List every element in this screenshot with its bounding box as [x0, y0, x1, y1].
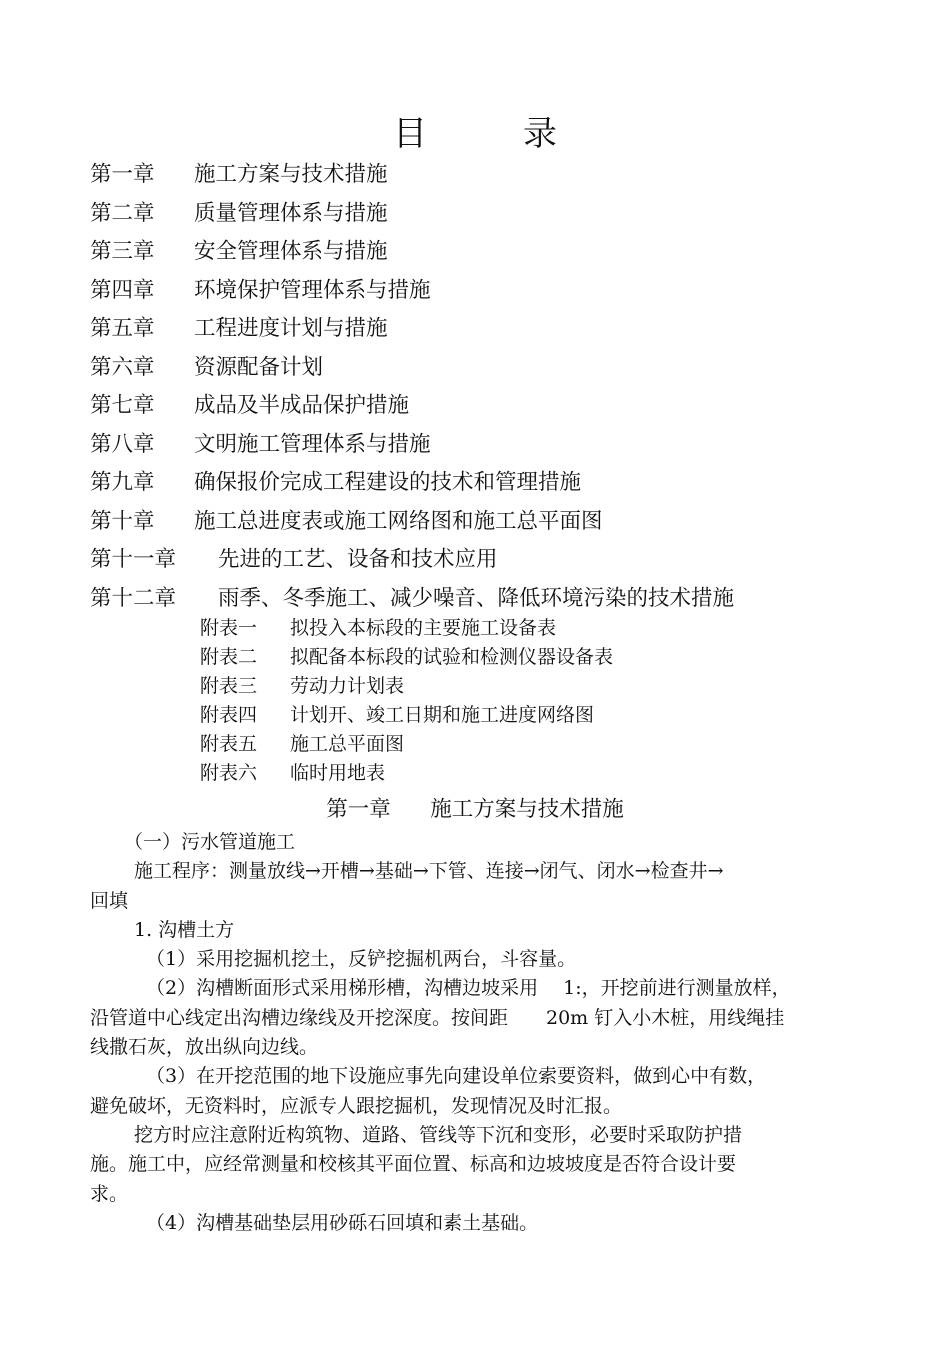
appendix-label: 附表四: [200, 704, 258, 726]
toc-chapter-title: 文明施工管理体系与措施: [194, 431, 431, 457]
toc-chapter-number: 第五章: [90, 316, 155, 341]
appendix-entry: [200, 672, 850, 701]
appendix-title: 劳动力计划表: [290, 675, 405, 697]
toc-chapter-title: 确保报价完成工程建设的技术和管理措施: [194, 470, 582, 495]
appendix-label: 附表五: [200, 733, 258, 755]
toc-chapter-title: 成品及半成品保护措施: [194, 393, 410, 418]
table-of-contents: [90, 156, 890, 618]
paragraph-line: （2）沟槽断面形式采用梯形槽，沟槽边坡采用 1:，开挖前进行测量放样，: [146, 977, 791, 1000]
toc-chapter-title: 环境保护管理体系与措施: [194, 277, 431, 303]
toc-chapter-number: 第九章: [90, 470, 155, 495]
paragraph-line: 施。施工中，应经常测量和校核其平面位置、标高和边坡坡度是否符合设计要: [90, 1153, 737, 1176]
toc-entry: [90, 156, 890, 195]
toc-entry: [90, 349, 890, 388]
toc-entry: [90, 464, 890, 503]
appendix-title: 临时用地表: [290, 762, 386, 784]
chapter-body: [90, 828, 860, 1238]
appendix-title: 拟投入本标段的主要施工设备表: [290, 617, 557, 639]
toc-chapter-title: 质量管理体系与措施: [194, 200, 388, 226]
appendix-label: 附表三: [200, 675, 258, 697]
toc-chapter-title: 资源配备计划: [194, 354, 324, 380]
appendix-entry: [200, 701, 850, 730]
toc-entry: [90, 541, 890, 580]
chapter-heading: [0, 794, 950, 826]
chapter-number: 第一章: [326, 797, 391, 822]
toc-title: [0, 112, 950, 156]
toc-entry: [90, 503, 890, 542]
paragraph-line: 施工程序：测量放线→开槽→基础→下管、连接→闭气、闭水→检查井→: [134, 860, 724, 883]
toc-chapter-title: 先进的工艺、设备和技术应用: [218, 547, 498, 572]
appendix-label: 附表一: [200, 617, 258, 639]
toc-chapter-number: 第十章: [90, 508, 155, 534]
paragraph-line: （3）在开挖范围的地下设施应事先向建设单位索要资料，做到心中有数，: [146, 1065, 767, 1088]
toc-chapter-number: 第十二章: [90, 585, 177, 611]
toc-entry: [90, 195, 890, 234]
appendix-title: 拟配备本标段的试验和检测仪器设备表: [290, 646, 614, 668]
toc-chapter-title: 工程进度计划与措施: [194, 316, 388, 341]
paragraph-line: 避免破坏，无资料时，应派专人跟挖掘机，发现情况及时汇报。: [90, 1094, 623, 1117]
appendix-title: 计划开、竣工日期和施工进度网络图: [290, 704, 595, 726]
toc-chapter-number: 第一章: [90, 162, 155, 187]
toc-entry: [90, 426, 890, 465]
toc-chapter-title: 施工总进度表或施工网络图和施工总平面图: [194, 508, 603, 534]
toc-chapter-number: 第七章: [90, 393, 155, 418]
paragraph-line: 沿管道中心线定出沟槽边缘线及开挖深度。按间距 20m 钉入小木桩，用线绳挂: [90, 1006, 785, 1029]
paragraph-line: 线撒石灰，放出纵向边线。: [90, 1036, 319, 1059]
subsection-heading: 1. 沟槽土方: [134, 918, 235, 941]
toc-entry: [90, 580, 890, 619]
appendix-entry: [200, 614, 850, 643]
section-heading: （一）污水管道施工: [124, 831, 296, 853]
toc-title-char-1: 目: [393, 114, 427, 154]
appendix-label: 附表二: [200, 646, 258, 668]
appendix-label: 附表六: [200, 762, 258, 784]
appendix-entry: [200, 643, 850, 672]
toc-entry: [90, 233, 890, 272]
toc-entry: [90, 387, 890, 426]
toc-chapter-number: 第四章: [90, 277, 155, 303]
toc-chapter-title: 雨季、冬季施工、减少噪音、降低环境污染的技术措施: [218, 585, 735, 611]
toc-chapter-title: 施工方案与技术措施: [194, 162, 388, 187]
appendix-list: [200, 614, 850, 788]
toc-entry: [90, 272, 890, 311]
toc-title-char-2: 录: [523, 114, 557, 154]
paragraph-line: 挖方时应注意附近构筑物、道路、管线等下沉和变形，必要时采取防护措: [134, 1123, 743, 1146]
toc-chapter-number: 第八章: [90, 431, 155, 457]
toc-entry: [90, 310, 890, 349]
toc-chapter-number: 第六章: [90, 354, 155, 380]
paragraph-line: （1）采用挖掘机挖土，反铲挖掘机两台，斗容量。: [146, 948, 577, 971]
appendix-entry: [200, 759, 850, 788]
appendix-entry: [200, 730, 850, 759]
paragraph-line: 求。: [90, 1182, 129, 1205]
toc-chapter-number: 第二章: [90, 200, 155, 226]
paragraph-line: （4）沟槽基础垫层用砂砾石回填和素土基础。: [146, 1211, 539, 1234]
chapter-title: 施工方案与技术措施: [430, 797, 624, 822]
appendix-title: 施工总平面图: [290, 733, 405, 755]
toc-chapter-number: 第三章: [90, 239, 155, 264]
toc-chapter-number: 第十一章: [90, 547, 177, 572]
toc-chapter-title: 安全管理体系与措施: [194, 239, 388, 264]
paragraph-line: 回填: [90, 889, 129, 912]
